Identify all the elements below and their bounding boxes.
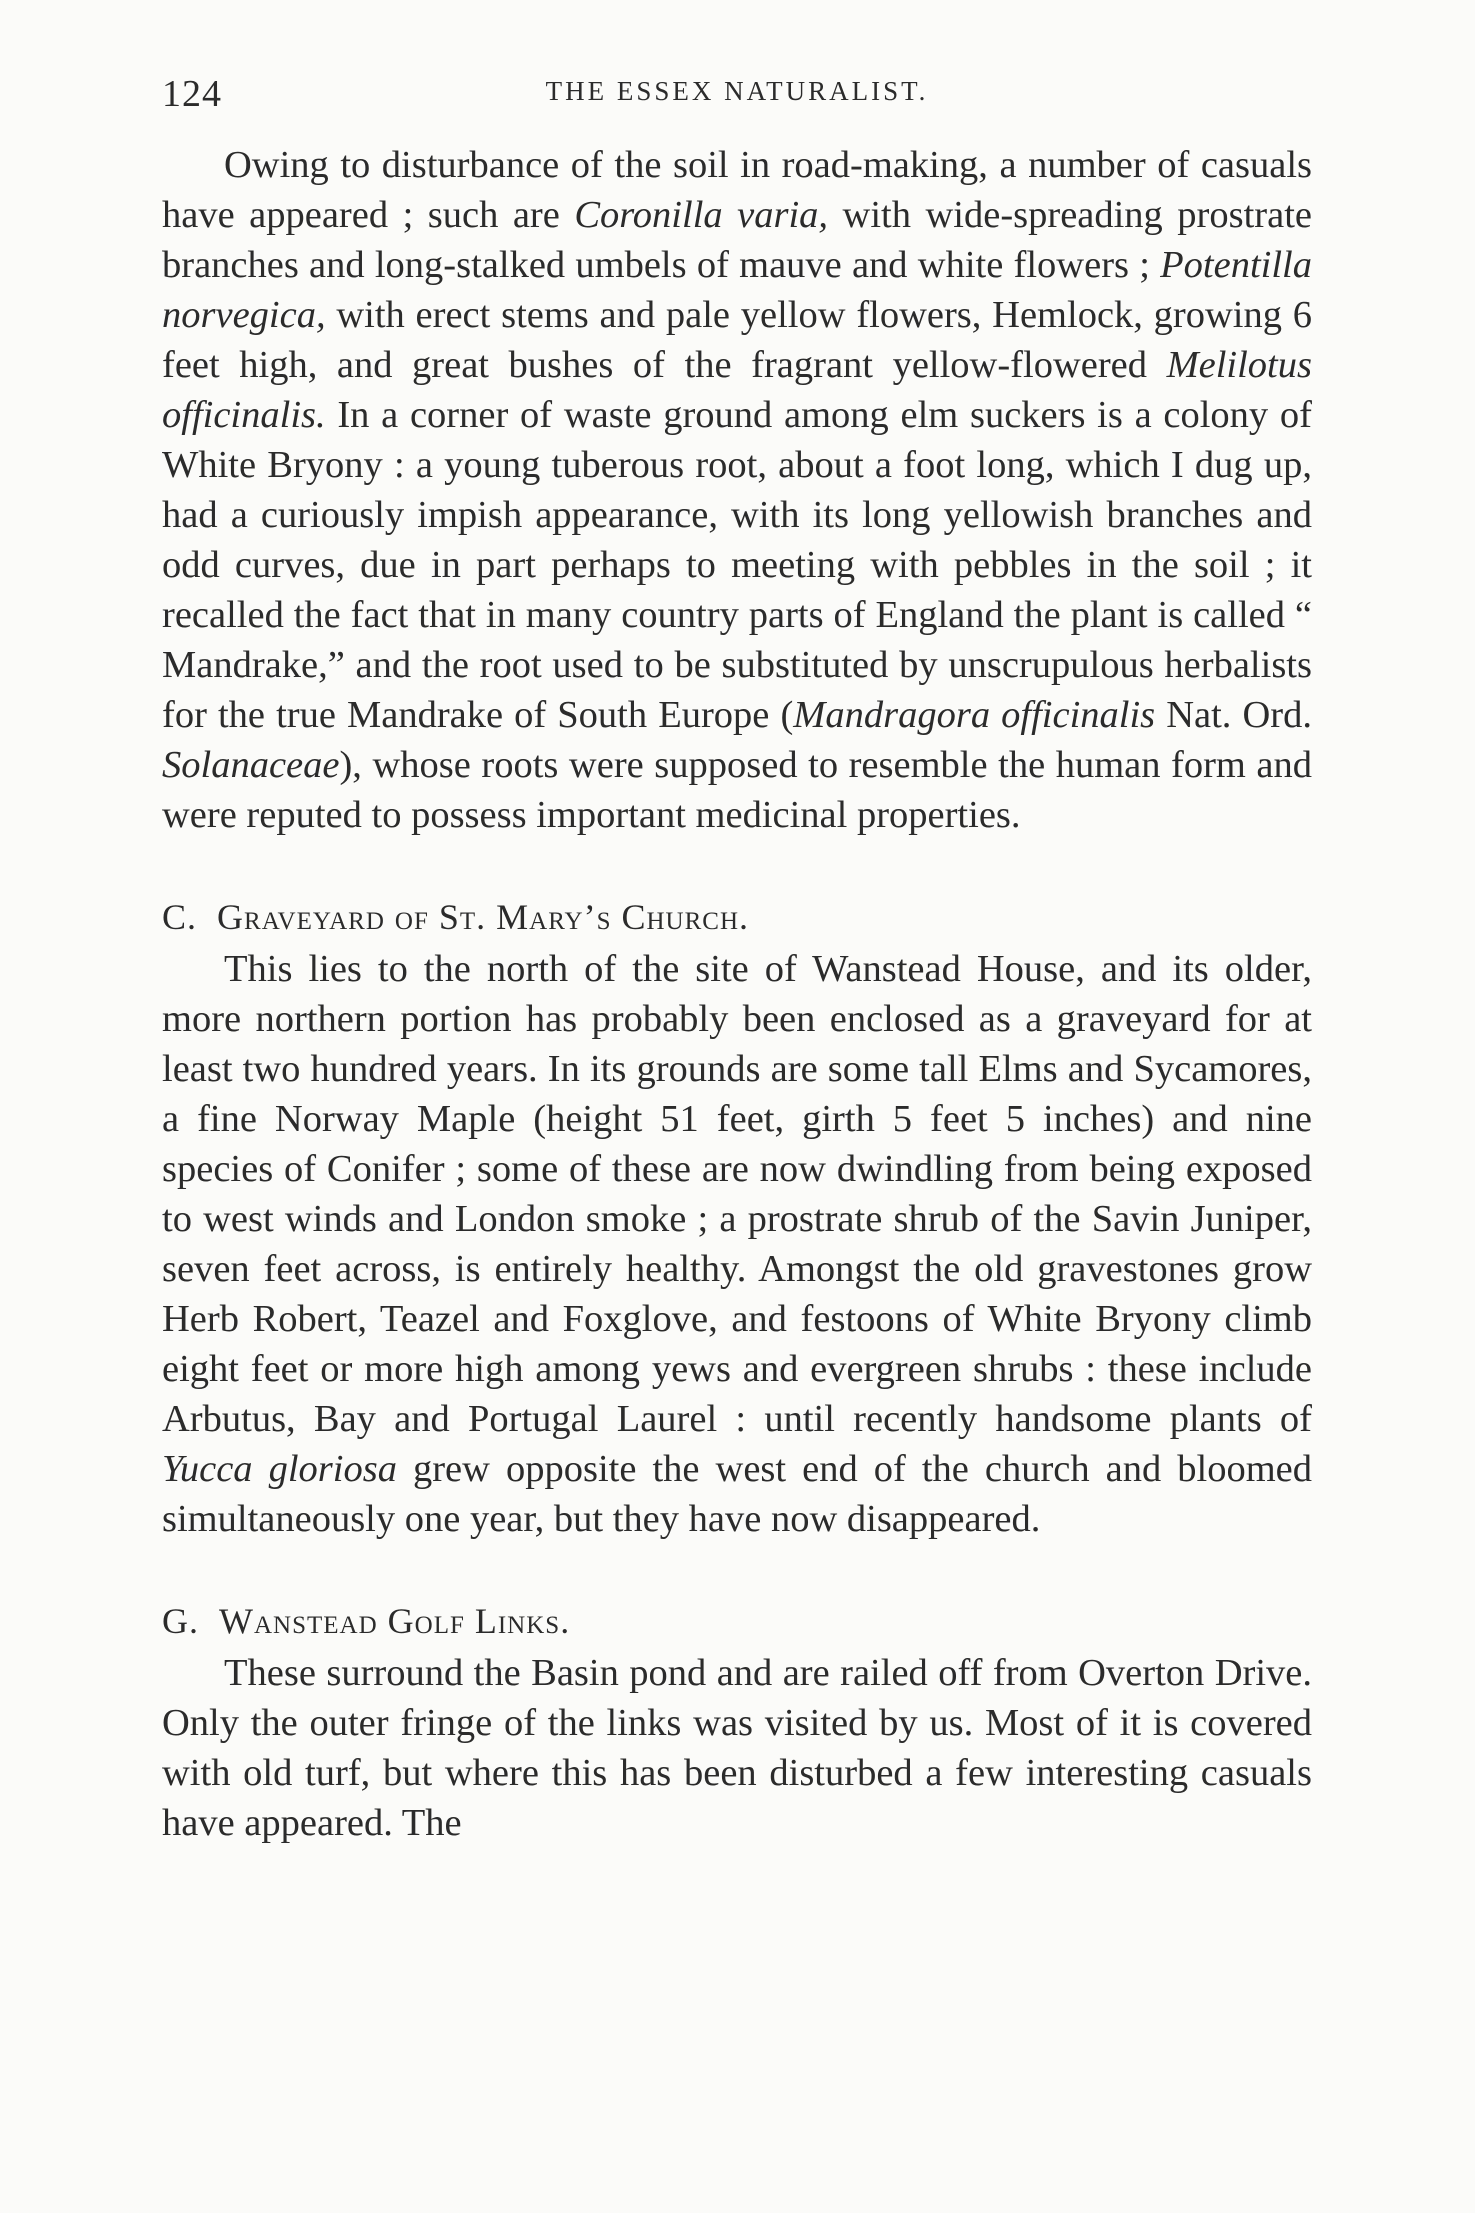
section-title: Graveyard of St. Mary’s Church. (217, 897, 749, 937)
section-letter: C. (162, 897, 198, 937)
page-number: 124 (162, 73, 222, 115)
section-heading-golf-links (162, 1596, 1312, 1646)
section-heading-graveyard (162, 892, 1312, 942)
species-name: Coronilla varia, (574, 194, 829, 236)
paragraph-graveyard: This lies to the north of the site of Wanstead House, and its older, more northern portion has probably been enclosed as a graveyard for at least two hundred years. In its grounds are some tall Elms and Sycamores, a fine Norway Maple (height 51 feet, girth 5 feet 5 inches) and nine species of Conifer ; some of these are now dwindling from being exposed to west winds and London smoke ; a prostrate shrub of the Savin Juniper, seven feet across, is entirely healthy. Amongst the old gravestones grow Herb Robert, Teazel and Foxglove, and festoons of White Bryony climb eight feet or more high among yews and evergreen shrubs : these include Arbutus, Bay and Portugal Laurel : until recently handsome plants of Yucca gloriosa grew opposite the west end of the church and bloomed simultaneously one year, but they have now disappeared. (162, 948, 1313, 1540)
species-name: Potentilla norvegica, (162, 244, 1312, 336)
section-letter: G. (162, 1601, 199, 1641)
page-header (162, 64, 1312, 124)
species-name: Mandragora officinalis (793, 694, 1156, 736)
species-name: Melilotus officinalis. (162, 344, 1312, 436)
section-title: Wanstead Golf Links. (219, 1601, 571, 1641)
page-body (162, 140, 1312, 1848)
running-title: THE ESSEX NATURALIST. (545, 76, 929, 106)
paragraph-road-casuals: Owing to disturbance of the soil in road-making, a number of casuals have appeared ; such are Coronilla varia, with wide-spreading prostrate branches and long-stalked umbels of mauve and white flowers ; Potentilla norvegica, with erect stems and pale yellow flowers, Hemlock, growing 6 feet high, and great bushes of the fragrant yellow-flowered Melilotus officinalis. In a corner of waste ground among elm suckers is a colony of White Bryony : a young tuberous root, about a foot long, which I dug up, had a curiously impish appearance, with its long yellowish branches and odd curves, due in part perhaps to meeting with pebbles in the soil ; it recalled the fact that in many country parts of England the plant is called “ Mandrake,” and the root used to be substituted by unscrupulous herbalists for the true Mandrake of South Europe (Mandragora officinalis Nat. Ord. Solanaceae), whose roots were supposed to resemble the human form and were reputed to possess important medicinal properties. (162, 144, 1312, 836)
paragraph-golf-links: These surround the Basin pond and are railed off from Overton Drive. Only the outer fringe of the links was visited by us. Most of it is covered with old turf, but where this has been disturbed a few interesting casuals have appeared. The (162, 1652, 1312, 1844)
family-name: Solanaceae (162, 744, 340, 786)
species-name: Yucca gloriosa (162, 1448, 397, 1490)
